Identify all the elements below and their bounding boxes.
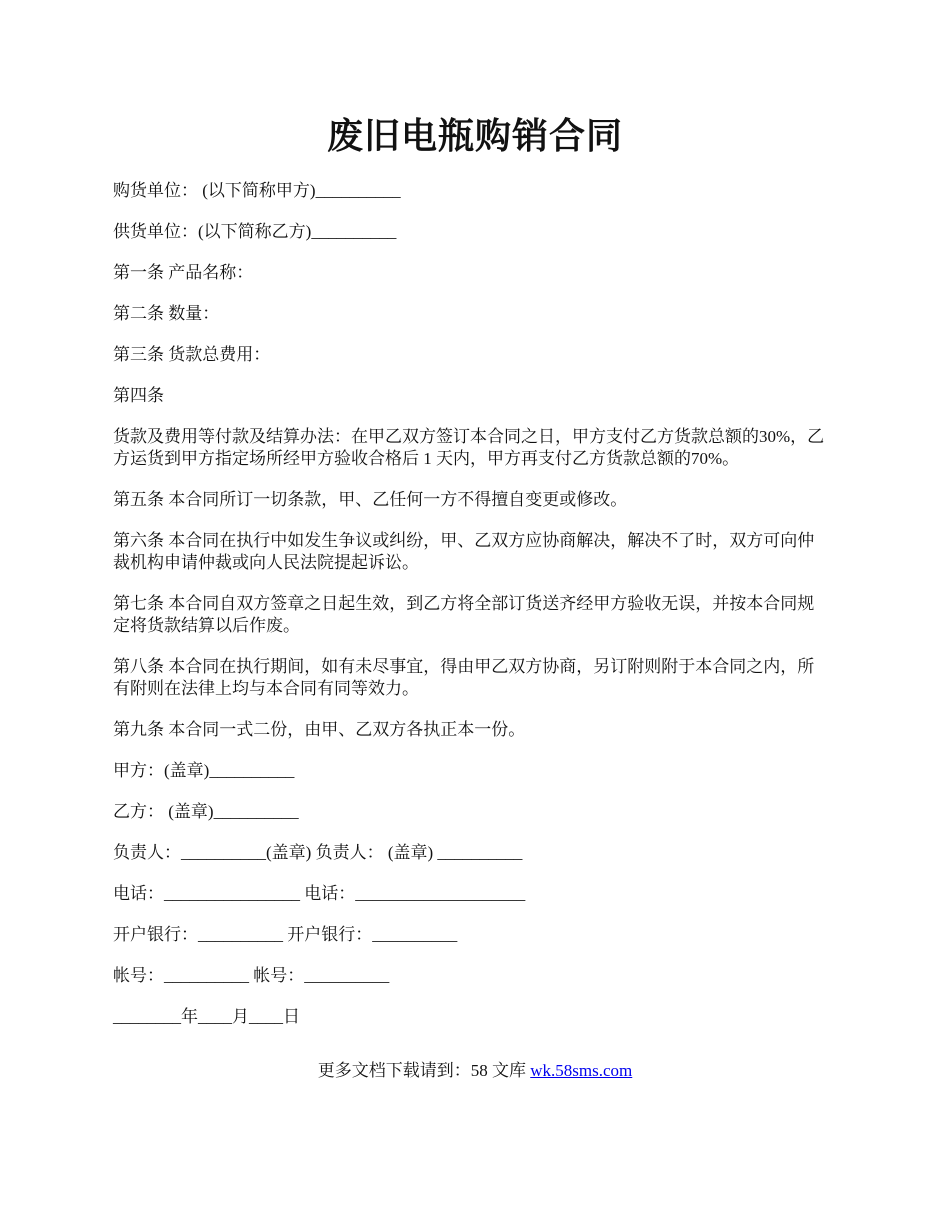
party-b-seal: 乙方： (盖章)__________ (113, 802, 299, 821)
article-6: 第六条 本合同在执行中如发生争议或纠纷，甲、乙双方应协商解决，解决不了时，双方可向仲裁机构申请仲裁或向人民法院提起诉讼。 (113, 531, 815, 572)
article-1: 第一条 产品名称： (113, 263, 254, 282)
footer-text: 更多文档下载请到：58 文库 (317, 1061, 531, 1080)
article-3: 第三条 货款总费用： (113, 345, 271, 364)
document-title: 废旧电瓶购销合同 (326, 116, 623, 156)
responsible-persons: 负责人：__________(盖章) 负责人： (盖章) __________ (113, 843, 523, 862)
phone-line: 电话：________________ 电话：____________________ (113, 884, 526, 903)
supplier-line: 供货单位：(以下简称乙方)__________ (113, 222, 397, 241)
footer-link[interactable]: wk.58sms.com (530, 1061, 633, 1080)
buyer-line: 购货单位： (以下简称甲方)__________ (113, 181, 401, 200)
account-line: 帐号：__________ 帐号：__________ (113, 966, 390, 985)
party-a-seal: 甲方：(盖章)__________ (113, 761, 295, 780)
article-7: 第七条 本合同自双方签章之日起生效，到乙方将全部订货送齐经甲方验收无误，并按本合同规定将货款结算以后作废。 (113, 594, 815, 635)
footer (0, 1060, 950, 1082)
document-body (113, 180, 831, 1047)
article-4-body: 货款及费用等付款及结算办法：在甲乙双方签订本合同之日，甲方支付乙方货款总额的30%，乙方运货到甲方指定场所经甲方验收合格后 1 天内，甲方再支付乙方货款总额的70%。 (113, 427, 825, 468)
bank-line: 开户银行：__________ 开户银行：__________ (113, 925, 458, 944)
article-2: 第二条 数量： (113, 304, 220, 323)
article-5: 第五条 本合同所订一切条款，甲、乙任何一方不得擅自变更或修改。 (113, 490, 628, 509)
article-4-heading: 第四条 (113, 386, 164, 405)
article-8: 第八条 本合同在执行期间，如有未尽事宜，得由甲乙双方协商，另订附则附于本合同之内，所有附则在法律上均与本合同有同等效力。 (113, 657, 815, 698)
article-9: 第九条 本合同一式二份，由甲、乙双方各执正本一份。 (113, 720, 526, 739)
date-line: ________年____月____日 (113, 1007, 300, 1026)
